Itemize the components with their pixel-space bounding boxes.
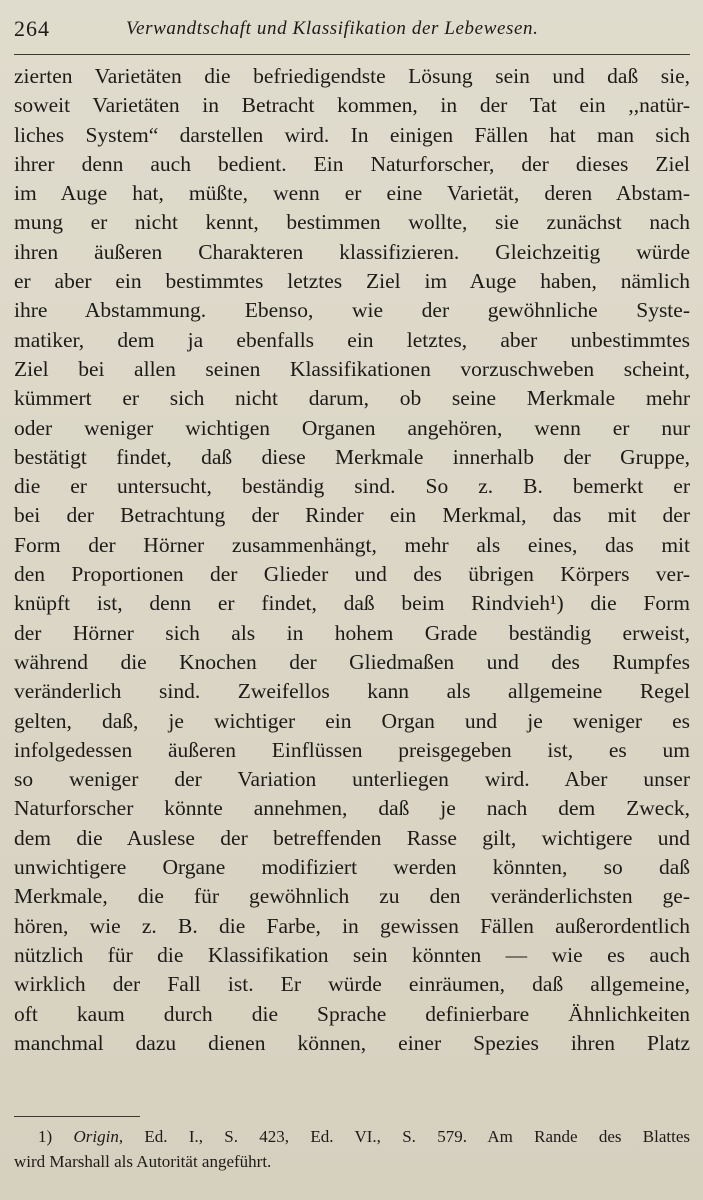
footnote-rule [14, 1116, 140, 1117]
text-line: bei der Betrachtung der Rinder ein Merkmal, das mit der [14, 503, 690, 528]
footnote-line [14, 1124, 690, 1149]
footnote-marker: 1) [38, 1127, 53, 1146]
text-line: so weniger der Variation unterliegen wird. Aber unser [14, 767, 690, 792]
text-line: kümmert er sich nicht darum, ob seine Merkmale mehr [14, 386, 690, 411]
text-line: infolgedessen äußeren Einflüssen preisgegeben ist, es um [14, 737, 690, 762]
text-line: bestätigt findet, daß diese Merkmale innerhalb der Gruppe, [14, 444, 690, 469]
text-line: wirklich der Fall ist. Er würde einräumen, daß allgemeine, [14, 972, 690, 997]
text-line: Merkmale, die für gewöhnlich zu den veränderlichsten ge- [14, 884, 690, 909]
text-line: Form der Hörner zusammenhängt, mehr als eines, das mit [14, 532, 690, 557]
footnote-source-title: Origin, [73, 1127, 124, 1146]
text-line: mung er nicht kennt, bestimmen wollte, sie zunächst nach [14, 210, 690, 235]
text-line: ihrer denn auch bedient. Ein Naturforscher, der dieses Ziel [14, 151, 690, 176]
text-line: oder weniger wichtigen Organen angehören, wenn er nur [14, 415, 690, 440]
text-line: veränderlich sind. Zweifellos kann als allgemeine Regel [14, 679, 690, 704]
text-line: dem die Auslese der betreffenden Rasse gilt, wichtigere und [14, 825, 690, 850]
footnote-text: Ed. I., S. 423, Ed. VI., S. 579. Am Rande des Blattes [144, 1127, 691, 1146]
text-line: er aber ein bestimmtes letztes Ziel im Auge haben, nämlich [14, 269, 690, 294]
running-title: Verwandtschaft und Klassifikation der Lebewesen. [126, 18, 539, 39]
text-line: liches System“ darstellen wird. In einigen Fällen hat man sich [14, 122, 690, 147]
text-line: Naturforscher könnte annehmen, daß je nach dem Zweck, [14, 796, 690, 821]
body-text [14, 62, 690, 1058]
page-number: 264 [14, 16, 50, 41]
footnote-line: wird Marshall als Autorität angeführt. [14, 1152, 272, 1171]
text-line: hören, wie z. B. die Farbe, in gewissen Fällen außerordentlich [14, 913, 690, 938]
text-line: nützlich für die Klassifikation sein könnten — wie es auch [14, 942, 690, 967]
text-line: während die Knochen der Gliedmaßen und des Rumpfes [14, 649, 690, 674]
text-line: der Hörner sich als in hohem Grade beständig erweist, [14, 620, 690, 645]
text-line: Ziel bei allen seinen Klassifikationen vorzuschweben scheint, [14, 356, 690, 381]
text-line: soweit Varietäten in Betracht kommen, in der Tat ein ,,natür- [14, 93, 690, 118]
text-line: ihren äußeren Charakteren klassifizieren. Gleichzeitig würde [14, 239, 690, 264]
header-rule [14, 54, 690, 55]
footnotes [14, 1124, 690, 1174]
text-line: unwichtigere Organe modifiziert werden könnten, so daß [14, 855, 690, 880]
text-line: zierten Varietäten die befriedigendste Lösung sein und daß sie, [14, 64, 690, 88]
text-line: matiker, dem ja ebenfalls ein letztes, aber unbestimmtes [14, 327, 690, 352]
text-line: im Auge hat, müßte, wenn er eine Varietät, deren Abstam- [14, 181, 690, 206]
running-head [14, 12, 690, 44]
text-line: die er untersucht, beständig sind. So z. B. bemerkt er [14, 474, 690, 499]
text-line: knüpft ist, denn er findet, daß beim Rindvieh¹) die Form [14, 591, 690, 616]
text-line: gelten, daß, je wichtiger ein Organ und je weniger es [14, 708, 690, 733]
text-line: manchmal dazu dienen können, einer Spezies ihren Platz [14, 1030, 690, 1055]
text-line: oft kaum durch die Sprache definierbare Ähnlichkeiten [14, 1001, 690, 1026]
text-line: den Proportionen der Glieder und des übrigen Körpers ver- [14, 562, 690, 587]
text-line: ihre Abstammung. Ebenso, wie der gewöhnliche Syste- [14, 298, 690, 323]
